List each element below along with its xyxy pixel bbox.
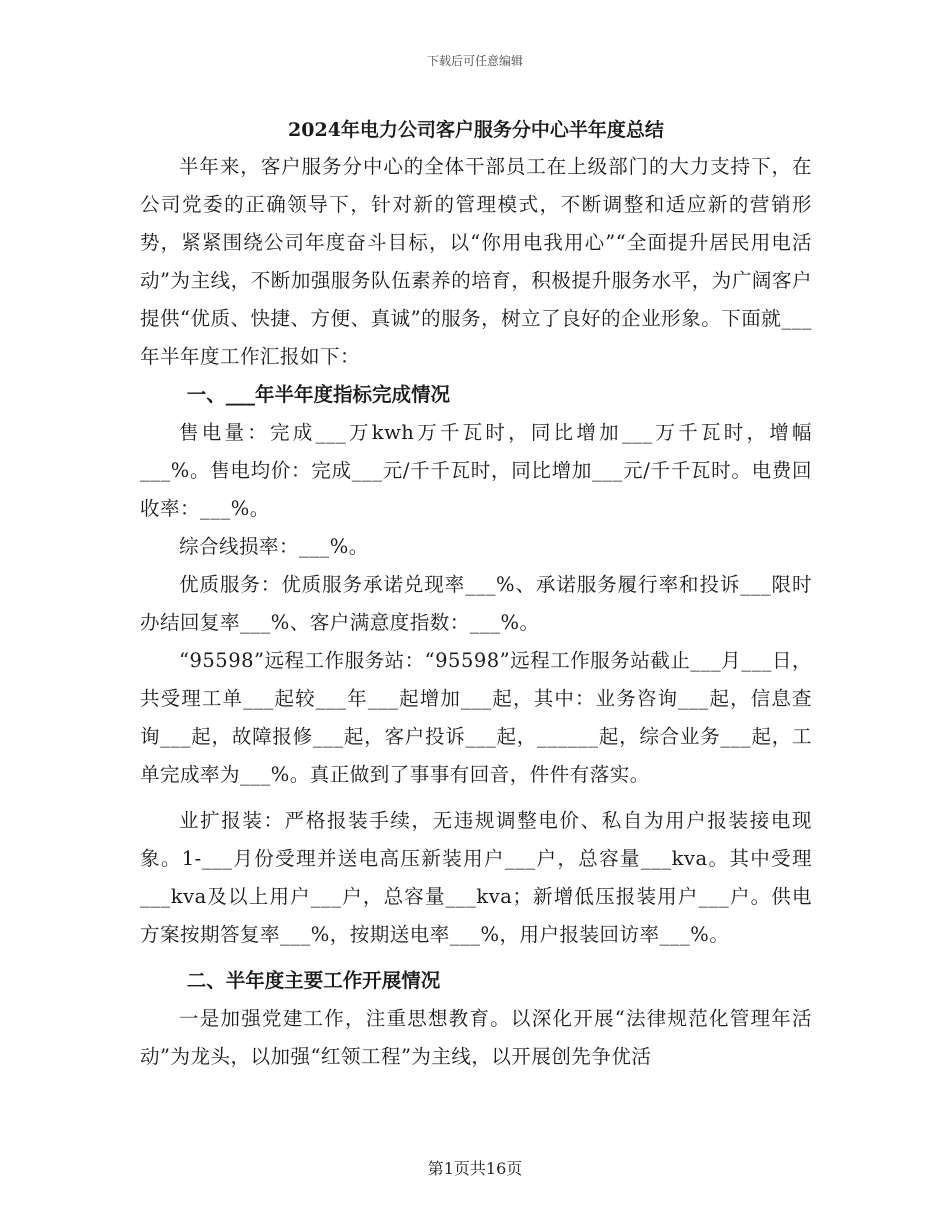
page-header: 下载后可任意编辑 — [426, 54, 523, 68]
page-footer: 第1页共16页 — [427, 1159, 523, 1178]
paragraph-sales: 售电量：完成___万kwh万千瓦时，同比增加___万千瓦时，增幅___%。售电均价：完成___元/千千瓦时，同比增加___元/千千瓦时。电费回收率：___%。 — [140, 421, 812, 520]
paragraph-intro: 半年来，客户服务分中心的全体干部员工在上级部门的大力支持下，在公司党委的正确领导下，针对新的管理模式，不断调整和适应新的营销形势，紧紧围绕公司年度奋斗目标，以“你用电我用心”“全面提升居民用电活动”为主线，不断加强服务队伍素养的培育，积极提升服务水平，为广阔客户提供“优质、快捷、方便、真诚”的服务，树立了良好的企业形象。下面就___年半年度工作汇报如下： — [140, 155, 812, 368]
paragraph-party-building: 一是加强党建工作，注重思想教育。以深化开展“法律规范化管理年活动”为龙头，以加强“红领工程”为主线，以开展创先争优活 — [140, 1007, 812, 1068]
paragraph-business-expansion: 业扩报装：严格报装手续，无违规调整电价、私自为用户报装接电现象。1-___月份受理并送电高压新装用户___户，总容量___kva。其中受理___kva及以上用户___户，总容量___kva；新增低压报装用户___户。供电方案按期答复率___%，按期送电率___%，用户报装回访率___%。 — [140, 809, 812, 946]
document-title: 2024年电力公司客户服务分中心半年度总结 — [288, 119, 664, 141]
section-heading-1: 一、___年半年度指标完成情况 — [186, 383, 451, 406]
paragraph-quality-service: 优质服务：优质服务承诺兑现率___%、承诺服务履行率和投诉___限时办结回复率___%、客户满意度指数：___%。 — [140, 573, 812, 634]
document-body — [140, 112, 812, 1076]
section-heading-2: 二、半年度主要工作开展情况 — [186, 969, 441, 992]
paragraph-95598: “95598”远程工作服务站：“95598”远程工作服务站截止___月___日，共受理工单___起较___年___起增加___起，其中：业务咨询___起，信息查询___起，故障报修___起，客户投诉___起，______起，综合业务___起，工单完成率为___%。真正做到了事事有回音，件件有落实。 — [140, 649, 812, 786]
paragraph-line-loss: 综合线损率：___%。 — [179, 535, 369, 558]
